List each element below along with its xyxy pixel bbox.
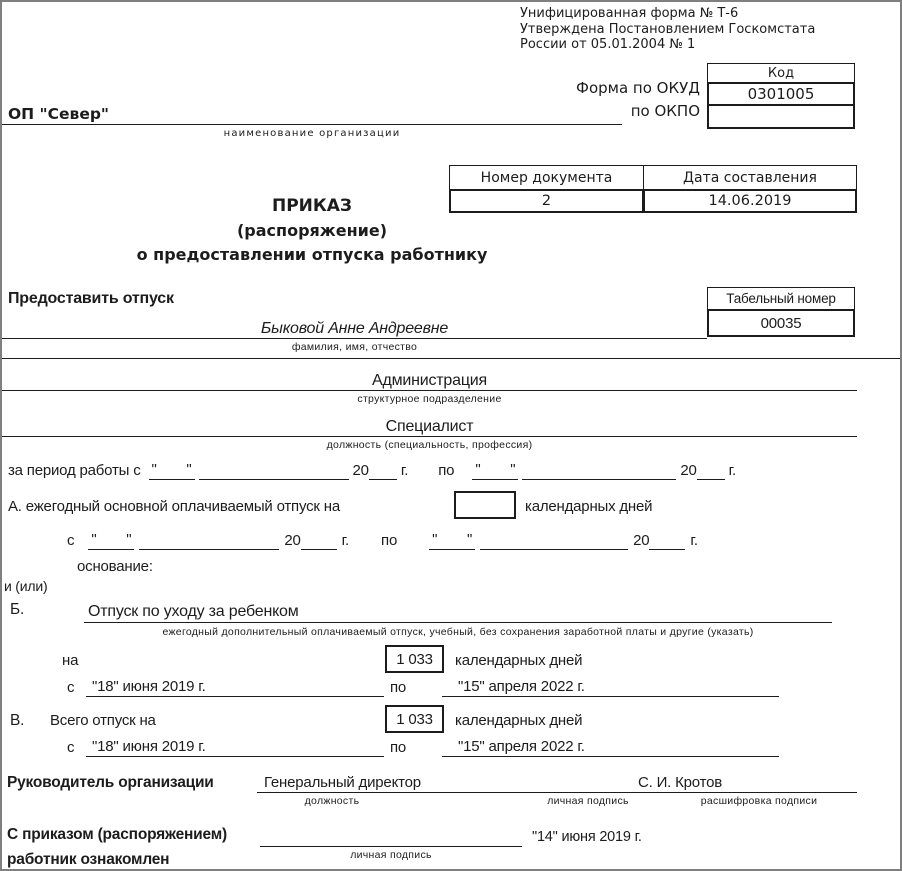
org-name: ОП "Север"	[8, 105, 109, 123]
head-name-value: С. И. Кротов	[638, 774, 722, 791]
section-a-day-blank-to: " "	[429, 533, 475, 550]
doc-number-value: 2	[449, 189, 644, 213]
work-period-day-blank-from: " "	[149, 463, 195, 480]
doc-number-header: Номер документа	[449, 165, 644, 190]
section-a-day-blank-from: " "	[88, 533, 134, 550]
ack-date: "14" июня 2019 г.	[532, 829, 642, 845]
doc-date-value: 14.06.2019	[643, 189, 857, 213]
section-a-days-suffix: календарных дней	[525, 498, 653, 515]
section-v-letter: В.	[10, 712, 25, 729]
section-a-year-suffix-to: г.	[690, 532, 698, 549]
section-a-period-row	[67, 531, 698, 550]
fio-line	[2, 338, 707, 339]
section-b-days-suffix: календарных дней	[455, 652, 583, 669]
personnel-number-header: Табельный номер	[707, 287, 855, 310]
head-position-value: Генеральный директор	[264, 774, 421, 791]
section-b-na: на	[62, 652, 79, 669]
head-of-org-label: Руководитель организации	[7, 774, 214, 791]
code-box-header: Код	[707, 63, 855, 83]
work-period-year-suffix-from: г.	[400, 462, 409, 479]
position-line	[2, 436, 857, 437]
work-period-day-blank-to: " "	[472, 463, 518, 480]
fio-caption: фамилия, имя, отчество	[291, 341, 418, 353]
signature-name-caption: расшифровка подписи	[700, 795, 818, 807]
section-a-year-blank-from	[301, 532, 337, 550]
section-v-days-box: 1 033	[385, 705, 444, 733]
position-signature-caption: должность	[304, 795, 360, 807]
form-note-line-2: Утверждена Постановлением Госкомстата	[520, 21, 816, 37]
section-b-s: с	[67, 679, 75, 696]
section-a-year-blank-to	[649, 532, 685, 550]
department-line	[2, 390, 857, 391]
work-period-year-blank-to	[697, 462, 725, 480]
department-caption: структурное подразделение	[357, 393, 502, 405]
okpo-value	[707, 104, 855, 129]
okud-value: 0301005	[707, 82, 855, 106]
work-period-year-prefix-to: 20	[680, 462, 697, 479]
section-v-label: Всего отпуск на	[50, 712, 156, 729]
section-a-osnovanie: основание:	[77, 558, 153, 575]
section-v-date-from: "18" июня 2019 г.	[86, 738, 384, 757]
ack-signature-blank	[260, 828, 522, 847]
department-value: Администрация	[371, 372, 487, 389]
work-period-label: за период работы с	[8, 462, 141, 479]
signature-line	[257, 792, 857, 793]
doc-table-header-row	[449, 165, 857, 190]
personal-signature-caption: личная подпись	[547, 795, 629, 807]
section-v-date-to: "15" апреля 2022 г.	[442, 738, 779, 757]
section-b-date-to: "15" апреля 2022 г.	[442, 678, 779, 697]
doc-title-line-3: о предоставлении отпуска работнику	[136, 245, 488, 264]
org-name-line	[2, 124, 622, 125]
section-v-days-suffix: календарных дней	[455, 712, 583, 729]
section-a-s: с	[67, 532, 75, 549]
work-period-year-blank-from	[369, 462, 397, 480]
form-note-line-3: России от 05.01.2004 № 1	[520, 37, 696, 52]
form-note	[520, 6, 815, 53]
section-a-month-blank-from	[139, 532, 279, 550]
org-name-caption: наименование организации	[223, 128, 401, 139]
work-period-month-blank-to	[522, 462, 676, 480]
section-a-label: А. ежегодный основной оплачиваемый отпуск на	[8, 498, 340, 515]
work-period-month-blank-from	[199, 462, 349, 480]
doc-date-header: Дата составления	[643, 165, 857, 190]
section-a-po: по	[381, 532, 398, 549]
section-b-caption: ежегодный дополнительный оплачиваемый отпуск, учебный, без сохранения заработной платы и другие (указать)	[162, 626, 754, 638]
work-period-year-prefix-from: 20	[352, 462, 369, 479]
form-note-line-1: Унифицированная форма № Т-6	[520, 6, 739, 21]
doc-title-line-2: (распоряжение)	[236, 220, 388, 240]
position-value: Специалист	[385, 418, 474, 435]
ack-signature-caption: личная подпись	[350, 849, 432, 861]
separator-line	[2, 358, 900, 359]
doc-title	[2, 194, 622, 268]
ack-label-line-2: работник ознакомлен	[7, 851, 170, 868]
code-box	[707, 63, 855, 129]
work-period-row	[8, 461, 736, 480]
section-a-year-suffix-from: г.	[341, 532, 350, 549]
section-b-letter: Б.	[10, 601, 25, 618]
section-v-po: по	[390, 739, 407, 756]
and-or-label: и (или)	[4, 578, 48, 594]
work-period-year-suffix-to: г.	[728, 462, 737, 479]
section-v-s: с	[67, 739, 75, 756]
section-a-month-blank-to	[480, 532, 628, 550]
section-a-days-box	[454, 491, 516, 519]
section-a-year-prefix-from: 20	[284, 532, 301, 549]
grant-vacation-label: Предоставить отпуск	[8, 290, 174, 307]
doc-title-line-1: ПРИКАЗ	[271, 196, 353, 216]
personnel-number-box	[707, 287, 855, 337]
section-b-days-box: 1 033	[385, 645, 444, 673]
section-b-vacation-type: Отпуск по уходу за ребенком	[84, 602, 832, 623]
work-period-po: по	[438, 462, 455, 479]
position-caption: должность (специальность, профессия)	[326, 439, 533, 451]
employee-fio: Быковой Анне Андреевне	[260, 320, 449, 337]
personnel-number-value: 00035	[707, 309, 855, 337]
okud-label: Форма по ОКУД	[576, 79, 700, 97]
section-b-po: по	[390, 679, 407, 696]
okpo-label: по ОКПО	[630, 102, 700, 120]
section-b-date-from: "18" июня 2019 г.	[86, 678, 384, 697]
ack-label-line-1: С приказом (распоряжением)	[7, 826, 227, 843]
section-a-year-prefix-to: 20	[633, 532, 650, 549]
